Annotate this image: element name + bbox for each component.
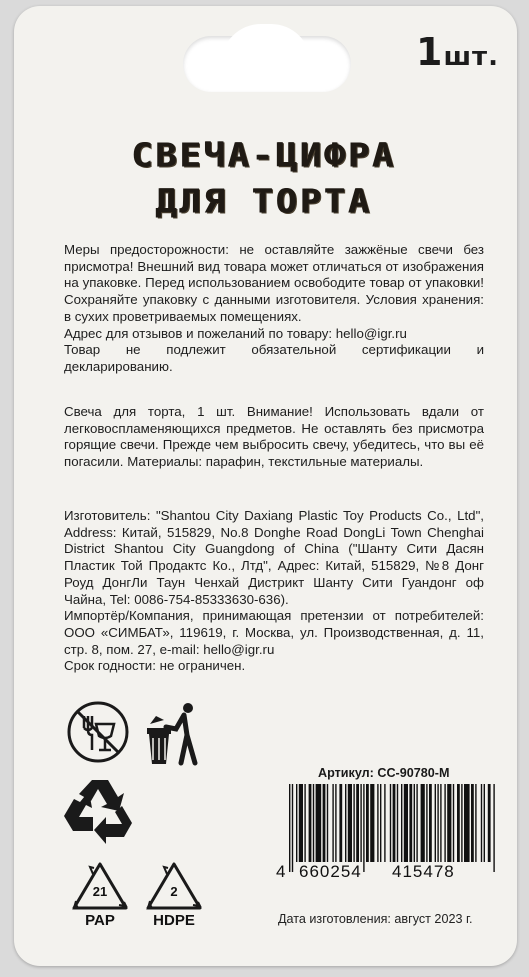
barcode-bar — [348, 784, 352, 862]
quantity-unit: шт. — [443, 42, 499, 72]
barcode-bar — [475, 784, 476, 862]
recycling-code-label: HDPE — [153, 912, 195, 929]
barcode-digits-right: 415478 — [392, 862, 455, 881]
importer-paragraph: Импортёр/Компания, принимающая претензии от потребителей: ООО «СИМБАТ», 119619, г. Москва, ул. Производственная, д. 11, стр. 8, пом. 27, e-mail: hello@igr.ru — [64, 608, 484, 657]
barcode-bar — [332, 784, 333, 862]
barcode-bar — [426, 784, 427, 862]
shelf-life: Срок годности: не ограничен. — [64, 658, 246, 674]
barcode-bar — [447, 784, 451, 862]
not-for-food-icon — [66, 700, 130, 764]
barcode-bar — [292, 784, 293, 872]
hang-hole — [183, 36, 351, 92]
barcode-bar — [397, 784, 398, 862]
title-line-1: СВЕЧА-ЦИФРА — [132, 137, 397, 175]
barcode-bar — [299, 784, 303, 862]
barcode-bar — [401, 784, 402, 862]
barcode-bar — [429, 784, 432, 862]
barcode-bar — [390, 784, 391, 862]
barcode-bar — [339, 784, 342, 862]
barcode-bar — [481, 784, 482, 862]
barcode-bar — [464, 784, 470, 862]
barcode-bar — [360, 784, 361, 862]
barcode-bar — [409, 784, 412, 862]
barcode-bar — [416, 784, 417, 862]
barcode-bar — [453, 784, 454, 862]
barcode-bar — [437, 784, 438, 862]
barcode-bar — [366, 784, 369, 862]
recycle-icon — [62, 776, 138, 846]
trash-disposal-icon — [144, 702, 200, 768]
quantity-number: 1 — [415, 30, 444, 74]
barcode-bar — [335, 784, 336, 862]
feedback-address: Адрес для отзывов и пожеланий по товару: hello@igr.ru — [64, 325, 407, 341]
recycling-code-label: PAP — [85, 912, 115, 929]
barcode-bar — [313, 784, 314, 862]
recycling-code-number: 2 — [170, 884, 178, 899]
recycling-code-number: 21 — [92, 884, 108, 899]
barcode-bar — [327, 784, 328, 862]
product-description: Свеча для торта, 1 шт. Внимание! Использовать вдали от легковоспламеняющихся предметов. Не оставлять без присмотра горящие свечи. Прежде чем выбросить свечу, убедитесь, что вы её погасили. Материалы: парафин, текстильные материалы. — [64, 404, 484, 470]
article-number: Артикул: CC-90780-M — [318, 766, 450, 780]
barcode-bar — [484, 784, 485, 862]
barcode-bar — [316, 784, 322, 862]
manufacture-date: Дата изготовления: август 2023 г. — [278, 912, 473, 926]
barcode-bar — [323, 784, 326, 862]
barcode-bar — [444, 784, 445, 862]
barcode-bar — [363, 784, 364, 872]
barcode-bar — [380, 784, 381, 862]
precautions-text — [64, 242, 484, 376]
barcode-bar — [421, 784, 425, 862]
barcode-bar — [377, 784, 378, 862]
barcode-bar — [414, 784, 415, 862]
barcode-bar — [309, 784, 312, 862]
certification-note: Товар не подлежит обязательной сертификации и декларированию. — [64, 342, 484, 374]
barcode-bar — [440, 784, 441, 862]
barcode-bar — [435, 784, 436, 862]
barcode-digit-prefix: 4 — [276, 862, 287, 881]
barcode-digits-left: 660254 — [299, 862, 362, 881]
barcode-bar — [345, 784, 346, 862]
barcode-bar — [404, 784, 408, 862]
barcode — [289, 784, 496, 872]
barcode-bar — [384, 784, 385, 862]
barcode-bar — [370, 784, 374, 862]
barcode-bar — [289, 784, 290, 872]
title-line-2: ДЛЯ ТОРТА — [156, 183, 373, 221]
manufacturer-info — [64, 508, 484, 675]
barcode-bar — [296, 784, 297, 862]
barcode-bar — [393, 784, 396, 862]
barcode-bar — [471, 784, 474, 862]
barcode-bar — [356, 784, 359, 862]
quantity-label — [416, 30, 499, 74]
barcode-bar — [461, 784, 462, 862]
precautions-paragraph: Меры предосторожности: не оставляйте зажжёные свечи без присмотра! Внешний вид товара может отличаться от изображения на упаковке. Перед использованием освободите товар от упаковки! Сохраняйте упаковку с данными изготовителя. Условия хранения: в сухих проветриваемых помещениях. — [64, 242, 484, 324]
barcode-bar — [493, 784, 494, 872]
barcode-bar — [353, 784, 354, 862]
barcode-bar — [457, 784, 460, 862]
barcode-bar — [488, 784, 491, 862]
manufacturer-paragraph: Изготовитель: "Shantou City Daxiang Plastic Toy Products Co., Ltd", Address: Китай, 515829, No.8 Donghe Road DongLi Town Chenghai District Shantou City Guangdong of China ("Шанту Сити Дасян Пластик Той Продактс Ко., Лтд", Адрес: Китай, 515829, №8 Донг Роуд ДонгЛи Таун Ченхай Дистрикт Шанту Сити Гуандонг оф Чайна, Tel: 0086-754-85333630-636). — [64, 508, 484, 607]
barcode-bar — [304, 784, 305, 862]
